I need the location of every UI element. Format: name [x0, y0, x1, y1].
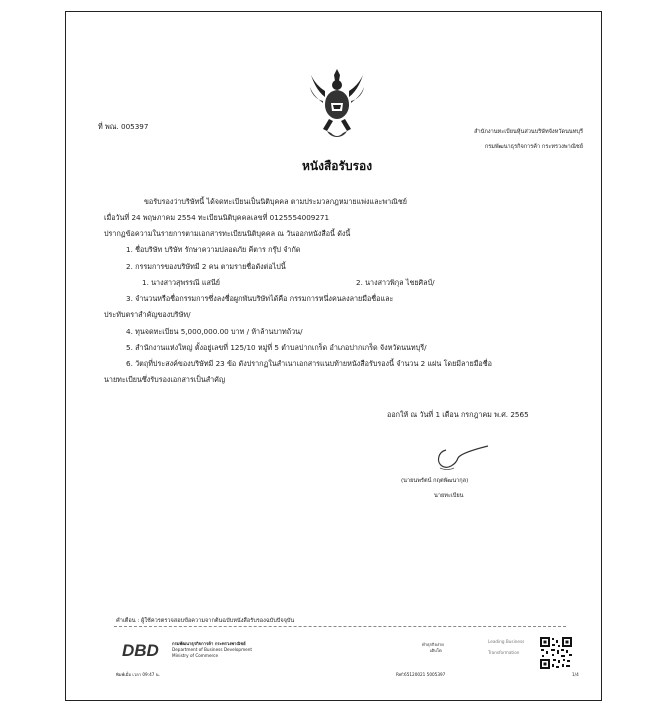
certificate-page [65, 11, 602, 701]
item-signatory-line-1: 3. จำนวนหรือชื่อกรรมการซึ่งลงชื่อผูกพันบริษัทได้คือ กรรมการหนึ่งคนลงลายมือชื่อและ [126, 294, 394, 303]
reference-number: Ref:65120021 5005397 [396, 672, 446, 677]
dept-name-en: Department of Business Development [172, 647, 253, 652]
registrar-signature [432, 442, 492, 476]
item-company-name: 1. ชื่อบริษัท บริษัท รักษาความปลอดภัย คีตาร กรุ๊ป จำกัด [126, 245, 301, 254]
item-directors: 2. กรรมการของบริษัทมี 2 คน ตามรายชื่อดังต่อไปนี้ [126, 262, 286, 271]
registrar-title: นายทะเบียน [434, 493, 464, 499]
page-number: 1/4 [572, 672, 579, 677]
printed-time: พิมพ์เมื่อ เวลา 09:47 น. [116, 672, 160, 677]
issuer-office: สำนักงานทะเบียนหุ้นส่วนบริษัทจังหวัดนนทบุรี [474, 129, 583, 135]
footer-divider [114, 626, 566, 627]
item-registered-capital: 4. ทุนจดทะเบียน 5,000,000.00 บาท / ห้าล้านบาทถ้วน/ [126, 327, 303, 336]
slogan-th: ทำธุรกิจง่าย [422, 642, 444, 647]
issuer-department: กรมพัฒนาธุรกิจการค้า กระทรวงพาณิชย์ [484, 144, 583, 150]
dbd-logo-icon [122, 641, 168, 659]
intro-line-3: ปรากฏข้อความในรายการตามเอกสารทะเบียนนิติบุคคล ณ วันออกหนังสือนี้ ดังนี้ [104, 229, 351, 238]
qr-code-icon [539, 636, 573, 670]
director-1: 1. นางสาวสุพรรณี แสนีย์ [142, 278, 221, 287]
item-objectives-line-1: 6. วัตถุที่ประสงค์ของบริษัทมี 23 ข้อ ดังปรากฏในสำเนาเอกสารแนบท้ายหนังสือรับรองนี้ จำนวน 2 แผ่น โดยมีลายมือชื่อ [126, 359, 492, 368]
issue-date: ออกให้ ณ วันที่ 1 เดือน กรกฎาคม พ.ศ. 2565 [387, 410, 529, 419]
item-head-office: 5. สำนักงานแห่งใหญ่ ตั้งอยู่เลขที่ 125/10 หมู่ที่ 5 ตำบลปากเกร็ด อำเภอปากเกร็ด จังหวัดนนทบุรี/ [126, 343, 427, 352]
registrar-name: (นายนพรัตน์ กฤตพัฒนากุล) [401, 478, 469, 484]
slogan-en-2: Transformation [488, 650, 520, 655]
footer-warning: คำเตือน : ผู้ใช้ควรตรวจสอบข้อความจากต้นฉบับหนังสือรับรองฉบับปัจจุบัน [116, 618, 295, 624]
document-number: ที่ พณ. 005397 [98, 122, 149, 131]
slogan-th-2: เติบโต [430, 648, 442, 653]
document-title: หนังสือรับรอง [302, 159, 373, 173]
garuda-emblem-icon [309, 67, 365, 143]
item-objectives-line-2: นายทะเบียนซึ่งรับรองเอกสารเป็นสำคัญ [104, 375, 226, 384]
director-2: 2. นางสาวพิกุล ไชยศิลป์/ [356, 278, 435, 287]
slogan-en-1: Leading Business [488, 639, 525, 644]
intro-line-2: เมื่อวันที่ 24 พฤษภาคม 2554 ทะเบียนนิติบุคคลเลขที่ 0125554009271 [104, 213, 330, 222]
intro-line-1: ขอรับรองว่าบริษัทนี้ ได้จดทะเบียนเป็นนิติบุคคล ตามประมวลกฎหมายแพ่งและพาณิชย์ [144, 197, 407, 206]
ministry-name-en: Ministry of Commerce [172, 653, 219, 658]
dept-name-th: กรมพัฒนาธุรกิจการค้า กระทรวงพาณิชย์ [172, 641, 246, 646]
svg-text:DBD: DBD [122, 641, 159, 659]
item-signatory-line-2: ประทับตราสำคัญของบริษัท/ [104, 310, 191, 319]
